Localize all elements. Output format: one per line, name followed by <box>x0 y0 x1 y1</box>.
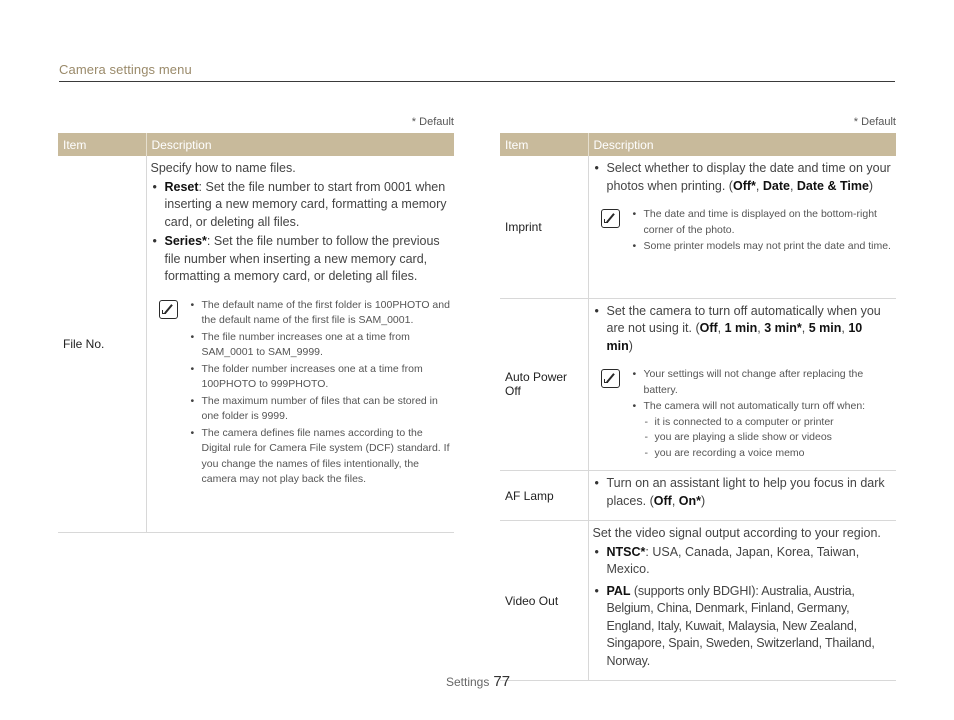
imprint-options <box>593 160 893 195</box>
note-box-auto-power-off <box>593 367 893 462</box>
auto-power-off-options <box>593 303 893 356</box>
settings-table-right <box>500 133 896 681</box>
description-file-no <box>146 156 454 532</box>
note-box-imprint <box>593 207 893 256</box>
table-row-video-out <box>500 521 896 681</box>
note-list-file-no <box>190 298 451 489</box>
video-out-options <box>593 544 893 671</box>
option-off: Off <box>699 321 718 335</box>
table-row-file-no <box>58 156 454 532</box>
option-on: On* <box>678 493 701 508</box>
video-out-lead: Set the video signal output according to your region. <box>592 526 881 540</box>
note-item: • The file number increases one at a time from SAM_0001 to SAM_9999. <box>190 330 451 361</box>
page-footer <box>446 673 510 690</box>
imprint-bullet: • Select whether to display the date and time on your photos when printing. (Off*, Date, Date & Time) <box>593 160 893 195</box>
note-text: The camera will not automatically turn off when: <box>643 400 866 412</box>
note-item: • The maximum number of files that can be stored in one folder is 9999. <box>190 394 451 425</box>
option-series <box>151 233 451 286</box>
option-series-text: : Set the file number to follow the previous file number when inserting a new memory card, formatting a memory card, or deleting all files. <box>164 234 440 283</box>
option-10-min: 10 min <box>606 321 863 353</box>
option-date-time: Date & Time <box>796 178 869 193</box>
note-subitem: - you are playing a slide show or videos <box>644 430 893 446</box>
note-subitem: - it is connected to a computer or printer <box>644 415 893 431</box>
note-item: • The default name of the first folder is 100PHOTO and the default name of the first file is SAM_0001. <box>190 298 451 329</box>
table-header-row <box>58 133 454 156</box>
paren-close: ) <box>868 178 874 193</box>
option-pal-label: PAL <box>606 583 631 598</box>
af-lamp-text: Turn on an assistant light to help you focus in dark places. ( <box>606 476 885 508</box>
option-off: Off* <box>732 178 756 193</box>
file-no-options <box>151 179 451 286</box>
note-item: • Your settings will not change after replacing the battery. <box>632 367 893 398</box>
option-pal <box>593 583 893 671</box>
option-reset-label: Reset <box>164 179 199 194</box>
note-item: • The camera defines file names according to the Digital rule for Camera File system (DCF) standard. If you change the names of files intentionally, the camera may not play back the files. <box>190 426 451 488</box>
option-ntsc-label: NTSC* <box>606 544 646 559</box>
header-divider <box>59 81 895 82</box>
page-number: 77 <box>493 673 511 690</box>
auto-power-off-text: Set the camera to turn off automatically when you are not using it. ( <box>606 303 881 335</box>
description-auto-power-off <box>588 298 896 471</box>
option-reset-text: : Set the file number to start from 0001 when inserting a new memory card, formatting a memory card, or deleting all files. <box>164 179 447 229</box>
column-header-description: Description <box>588 133 896 156</box>
description-video-out <box>588 521 896 681</box>
option-date: Date <box>762 178 790 193</box>
option-ntsc-text: : USA, Canada, Japan, Korea, Taiwan, Mexico. <box>606 544 860 576</box>
column-header-item: Item <box>500 133 588 156</box>
note-subitem: - you are recording a voice memo <box>644 446 893 462</box>
option-ntsc <box>593 544 893 579</box>
table-header-row <box>500 133 896 156</box>
item-af-lamp: AF Lamp <box>500 471 588 521</box>
column-header-description: Description <box>146 133 454 156</box>
af-lamp-options <box>593 475 893 510</box>
note-item <box>632 399 893 461</box>
section-title: Camera settings menu <box>59 62 192 77</box>
note-item: • Some printer models may not print the date and time. <box>632 239 893 255</box>
note-list-imprint <box>632 207 893 256</box>
option-1-min: 1 min <box>724 321 758 335</box>
column-header-item: Item <box>58 133 146 156</box>
note-sublist <box>644 415 893 462</box>
item-file-no: File No. <box>58 156 146 532</box>
table-row-imprint <box>500 156 896 298</box>
note-list-auto-power-off <box>632 367 893 462</box>
af-lamp-bullet: • Turn on an assistant light to help you focus in dark places. (Off, On*) <box>593 475 893 510</box>
description-imprint <box>588 156 896 298</box>
paren-close: ) <box>701 493 706 508</box>
option-off: Off <box>653 493 672 508</box>
option-pal-text: (supports only BDGHI): Australia, Austria, Belgium, China, Denmark, Finland, Germany, England, Italy, Kuwait, Malaysia, New Zealand, Singapore, Spain, Sweden, Switzerland, Thailand, Norway. <box>606 583 875 668</box>
pencil-note-icon <box>601 369 620 388</box>
option-reset <box>151 179 451 232</box>
note-item: • The folder number increases one at a time from 100PHOTO to 999PHOTO. <box>190 362 451 393</box>
option-5-min: 5 min <box>808 321 842 335</box>
table-row-auto-power-off <box>500 298 896 471</box>
default-legend: * Default <box>853 116 896 128</box>
default-legend: * Default <box>411 116 454 128</box>
paren-close: ) <box>628 338 633 353</box>
note-item: • The date and time is displayed on the bottom-right corner of the photo. <box>632 207 893 238</box>
option-series-label: Series* <box>164 234 207 248</box>
item-imprint: Imprint <box>500 156 588 298</box>
page-header <box>59 62 895 82</box>
item-video-out: Video Out <box>500 521 588 681</box>
pencil-note-icon <box>601 209 620 228</box>
pencil-note-icon <box>159 300 178 319</box>
table-row-af-lamp <box>500 471 896 521</box>
note-box-file-no <box>151 298 451 489</box>
imprint-text: Select whether to display the date and time on your photos when printing. ( <box>606 161 891 193</box>
auto-power-off-bullet: • Set the camera to turn off automatically when you are not using it. (Off, 1 min, 3 min*, 5 min, 10 min) <box>593 303 893 356</box>
option-3-min: 3 min* <box>764 321 802 335</box>
settings-table-left <box>58 133 454 533</box>
item-auto-power-off: Auto Power Off <box>500 298 588 471</box>
file-no-lead: Specify how to name files. <box>150 161 296 175</box>
footer-section: Settings <box>446 675 490 689</box>
description-af-lamp <box>588 471 896 521</box>
